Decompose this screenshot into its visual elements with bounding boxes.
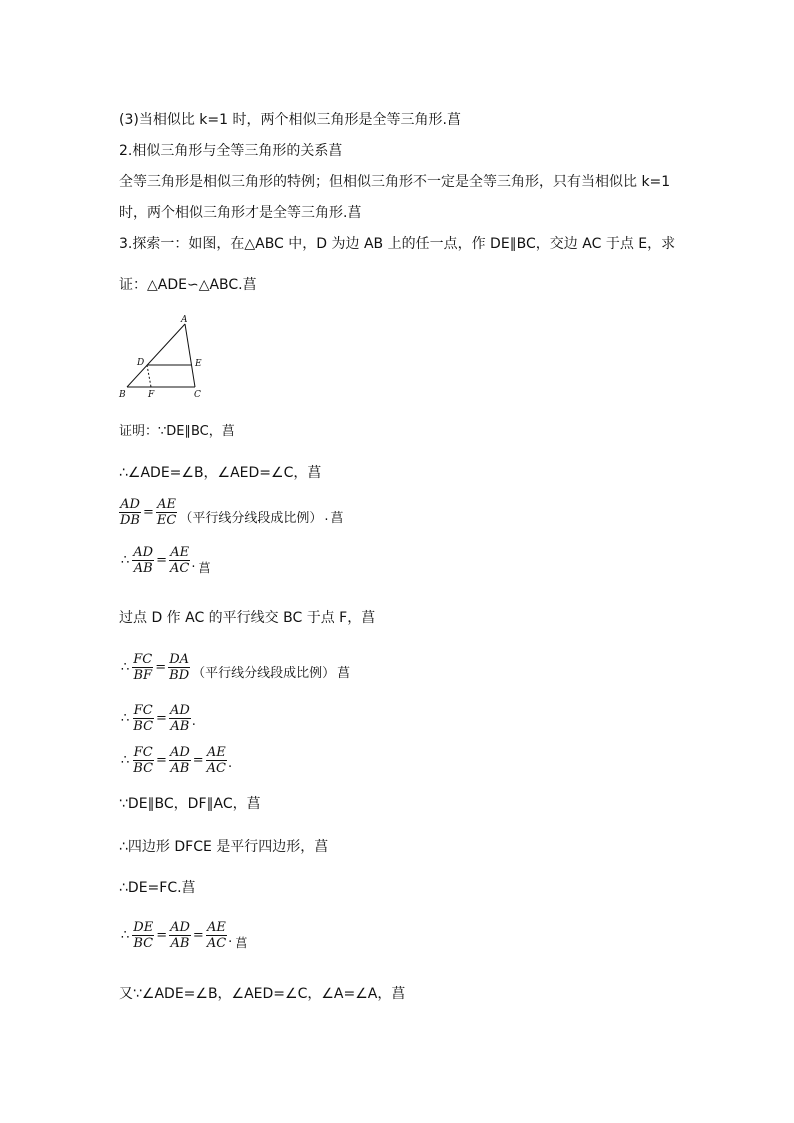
triangle-figure bbox=[117, 313, 213, 403]
fraction-fc-bf: $\frac{FC}{BF}$ bbox=[133, 652, 153, 683]
label-f: F bbox=[148, 390, 155, 400]
fraction-ad-ab-4: $\frac{AD}{AB}$ bbox=[170, 920, 190, 951]
label-d: D bbox=[137, 358, 145, 368]
proof-ratio-fc-bf: ∴ $\frac{FC}{BF}$ = $\frac{DA}{BD}$ （平行线分线段成比例） 菖 bbox=[121, 652, 351, 683]
proof-ratio-fc-bc: ∴ $\frac{FC}{BC}$ = $\frac{AD}{AB}$ . bbox=[121, 703, 196, 734]
text-line-explore-problem: 3.探索一：如图，在△ABC 中，D 为边 AB 上的任一点，作 DE∥BC，交边 AC 于点 E，求 bbox=[119, 236, 676, 252]
fraction-da-bd: $\frac{DA}{BD}$ bbox=[169, 652, 190, 683]
proof-draw-df: 过点 D 作 AC 的平行线交 BC 于点 F，菖 bbox=[119, 610, 376, 626]
fraction-de-bc: $\frac{DE}{BC}$ bbox=[133, 920, 154, 951]
proof-ratio-ad-db: $\frac{AD}{DB}$ = $\frac{AE}{EC}$ （平行线分线段成比例） . 菖 bbox=[120, 497, 344, 528]
side-ac bbox=[185, 324, 195, 387]
text-line-similarity-ratio: (3)当相似比 k=1 时，两个相似三角形是全等三角形.菖 bbox=[119, 112, 461, 128]
proof-ratio-chain: ∴ $\frac{FC}{BC}$ = $\frac{AD}{AB}$ = $\frac{AE}{AC}$ . bbox=[121, 745, 233, 776]
label-e: E bbox=[195, 359, 202, 369]
fraction-ad-ab-3: $\frac{AD}{AB}$ bbox=[169, 745, 190, 776]
side-ab bbox=[127, 324, 185, 387]
proof-angles: ∴∠ADE=∠B，∠AED=∠C，菖 bbox=[119, 465, 322, 481]
segment-df bbox=[147, 365, 151, 387]
fraction-ae-ac-2: $\frac{AE}{AC}$ bbox=[206, 745, 226, 776]
label-b: B bbox=[119, 390, 126, 400]
proof-parallel: ∵DE∥BC，DF∥AC，菖 bbox=[119, 796, 261, 812]
fraction-ad-db: $\frac{AD}{DB}$ bbox=[120, 497, 140, 528]
fraction-ae-ac-3: $\frac{AE}{AC}$ bbox=[206, 920, 227, 951]
proof-angles-final: 又∵∠ADE=∠B，∠AED=∠C，∠A=∠A，菖 bbox=[119, 986, 406, 1002]
proof-start: 证明：∵DE∥BC，菖 bbox=[119, 424, 235, 439]
fraction-fc-bc-2: $\frac{FC}{BC}$ bbox=[133, 745, 154, 776]
label-c: C bbox=[194, 390, 201, 400]
text-line-explore-problem-cont: 证：△ADE∽△ABC.菖 bbox=[119, 277, 257, 293]
text-line-special-case-cont: 时，两个相似三角形才是全等三角形.菖 bbox=[119, 205, 362, 221]
fraction-ae-ec: $\frac{AE}{EC}$ bbox=[156, 497, 177, 528]
fraction-ad-ab-2: $\frac{AD}{AB}$ bbox=[169, 703, 190, 734]
proof-final-ratio: ∴ $\frac{DE}{BC}$ = $\frac{AD}{AB}$ = $\frac{AE}{AC}$ . 菖 bbox=[121, 920, 248, 951]
proof-ratio-ad-ab: ∴ $\frac{AD}{AB}$ = $\frac{AE}{AC}$ . 菖 bbox=[121, 545, 211, 576]
fraction-ad-ab: $\frac{AD}{AB}$ bbox=[133, 545, 154, 576]
text-line-relation-heading: 2.相似三角形与全等三角形的关系菖 bbox=[119, 143, 343, 159]
proof-parallelogram: ∴四边形 DFCE 是平行四边形，菖 bbox=[119, 839, 329, 855]
proof-de-fc: ∴DE=FC.菖 bbox=[119, 880, 196, 896]
fraction-ae-ac: $\frac{AE}{AC}$ bbox=[170, 545, 190, 576]
text-line-special-case: 全等三角形是相似三角形的特例；但相似三角形不一定是全等三角形，只有当相似比 k=1 bbox=[119, 174, 671, 190]
label-a: A bbox=[181, 315, 188, 325]
fraction-fc-bc: $\frac{FC}{BC}$ bbox=[133, 703, 154, 734]
